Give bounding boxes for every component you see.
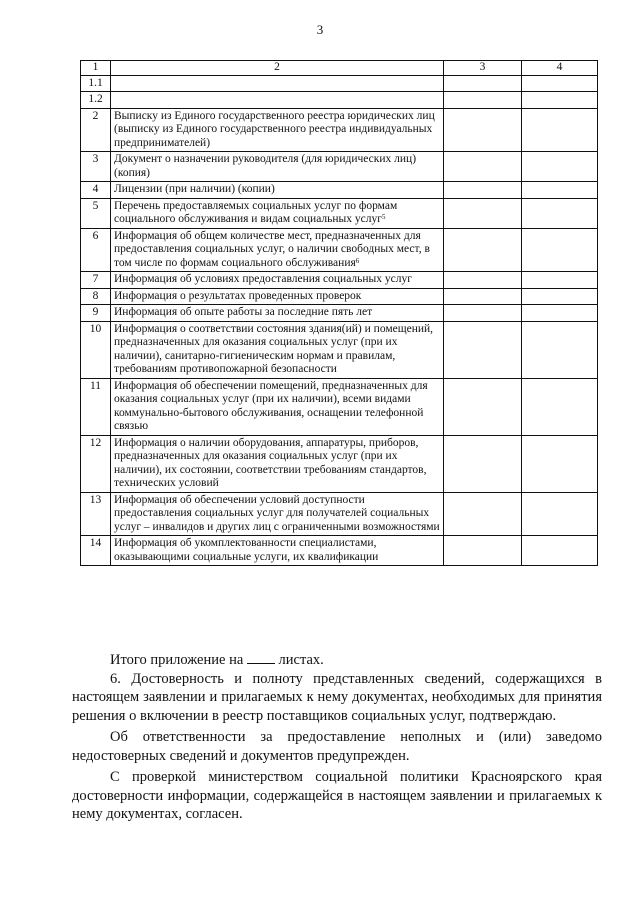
total-suffix: листах. bbox=[278, 652, 324, 668]
row-number: 7 bbox=[81, 272, 111, 289]
row-description bbox=[111, 305, 444, 322]
row-text: Лицензии (при наличии) (копии) bbox=[114, 183, 275, 195]
column-3-cell[interactable] bbox=[444, 305, 522, 322]
column-4-cell[interactable] bbox=[522, 288, 598, 305]
row-description bbox=[111, 288, 444, 305]
row-number: 14 bbox=[81, 536, 111, 566]
row-description bbox=[111, 228, 444, 272]
row-text: Информация об общем количестве мест, предназначенных для предоставления социальных услуг, о наличии свободных мест, в том числе по формам социального обслуживания bbox=[114, 229, 430, 269]
table-row bbox=[81, 198, 598, 228]
column-3-cell[interactable] bbox=[444, 198, 522, 228]
row-text: Информация об опыте работы за последние пять лет bbox=[114, 306, 373, 318]
column-4-cell[interactable] bbox=[522, 228, 598, 272]
row-description bbox=[111, 378, 444, 435]
row-description bbox=[111, 492, 444, 536]
row-text: Информация об обеспечении помещений, предназначенных для оказания социальных услуг (при их наличии), всеми видами коммунально-бытового обслуживания, оснащении телефонной связью bbox=[114, 379, 428, 432]
table-row bbox=[81, 272, 598, 289]
column-4-cell[interactable] bbox=[522, 305, 598, 322]
row-description bbox=[111, 108, 444, 152]
column-3-cell[interactable] bbox=[444, 435, 522, 492]
table-row bbox=[81, 435, 598, 492]
row-number: 4 bbox=[81, 182, 111, 199]
row-description bbox=[111, 92, 444, 109]
column-3-cell[interactable] bbox=[444, 536, 522, 566]
footnote-marker: 6 bbox=[355, 256, 360, 265]
responsibility-paragraph: Об ответственности за предоставление неполных и (или) заведомо недостоверных сведений и документов предупрежден. bbox=[72, 729, 602, 764]
row-number: 10 bbox=[81, 321, 111, 378]
documents-table-body bbox=[81, 61, 598, 566]
table-row bbox=[81, 182, 598, 199]
column-4-cell[interactable] bbox=[522, 152, 598, 182]
table-row bbox=[81, 75, 598, 92]
header-cell-2: 2 bbox=[111, 61, 444, 76]
row-description bbox=[111, 272, 444, 289]
table-row bbox=[81, 536, 598, 566]
row-number: 3 bbox=[81, 152, 111, 182]
column-3-cell[interactable] bbox=[444, 288, 522, 305]
column-3-cell[interactable] bbox=[444, 182, 522, 199]
column-4-cell[interactable] bbox=[522, 182, 598, 199]
row-text: Информация о результатах проведенных проверок bbox=[114, 289, 362, 302]
column-3-cell[interactable] bbox=[444, 228, 522, 272]
row-description bbox=[111, 536, 444, 566]
row-text: Выписку из Единого государственного реестра юридических лиц (выписку из Единого государственного реестра индивидуальных предпринимателей) bbox=[114, 109, 435, 149]
column-3-cell[interactable] bbox=[444, 492, 522, 536]
column-4-cell[interactable] bbox=[522, 435, 598, 492]
header-cell-4: 4 bbox=[522, 61, 598, 76]
row-number: 11 bbox=[81, 378, 111, 435]
table-row bbox=[81, 492, 598, 536]
row-number: 2 bbox=[81, 108, 111, 152]
row-number: 8 bbox=[81, 288, 111, 305]
column-3-cell[interactable] bbox=[444, 272, 522, 289]
footnote-marker: 5 bbox=[381, 213, 386, 221]
row-number: 1.2 bbox=[81, 92, 111, 109]
table-row bbox=[81, 321, 598, 378]
row-text: Информация об укомплектованности специалистами, оказывающими социальные услуги, их квалификации bbox=[114, 537, 379, 563]
column-3-cell[interactable] bbox=[444, 321, 522, 378]
column-4-cell[interactable] bbox=[522, 198, 598, 228]
row-description bbox=[111, 321, 444, 378]
row-description bbox=[111, 435, 444, 492]
column-4-cell[interactable] bbox=[522, 272, 598, 289]
page-number: 3 bbox=[316, 22, 324, 37]
header-cell-1: 1 bbox=[81, 61, 111, 76]
row-number: 6 bbox=[81, 228, 111, 272]
row-number: 9 bbox=[81, 305, 111, 322]
row-text: Информация об обеспечении условий доступности предоставления социальных услуг для получателей социальных услуг – инвалидов и других лиц с ограниченными возможностями bbox=[114, 493, 440, 533]
pages-count-blank[interactable] bbox=[247, 651, 275, 664]
table-header-row bbox=[81, 61, 598, 76]
column-3-cell[interactable] bbox=[444, 108, 522, 152]
total-pages-line bbox=[72, 651, 602, 670]
table-row bbox=[81, 108, 598, 152]
table-row bbox=[81, 288, 598, 305]
confirmation-paragraph: 6. Достоверность и полноту представленных сведений, содержащихся в настоящем заявлении и прилагаемых к нему документах, необходимых для принятия решения о включении в реестр поставщиков социальных услуг, подтверждаю. bbox=[72, 670, 602, 724]
total-prefix: Итого приложение на bbox=[110, 652, 244, 668]
column-4-cell[interactable] bbox=[522, 75, 598, 92]
row-text: Информация об условиях предоставления социальных услуг bbox=[114, 273, 412, 285]
row-description bbox=[111, 75, 444, 92]
row-text: Информация о соответствии состояния здания(ий) и помещений, предназначенных для оказания социальных услуг (при их наличии), санитарно-гигиеническим нормам и правилам, требованиям противопожарной безопасности bbox=[114, 322, 434, 375]
row-number: 13 bbox=[81, 492, 111, 536]
table-row bbox=[81, 152, 598, 182]
table-row bbox=[81, 228, 598, 272]
closing-section bbox=[72, 651, 602, 824]
column-4-cell[interactable] bbox=[522, 108, 598, 152]
column-4-cell[interactable] bbox=[522, 536, 598, 566]
row-description bbox=[111, 182, 444, 199]
column-4-cell[interactable] bbox=[522, 378, 598, 435]
row-text: Перечень предоставляемых социальных услуг по формам социального обслуживания и видам социальных услуг bbox=[114, 199, 398, 225]
row-number: 12 bbox=[81, 435, 111, 492]
row-description bbox=[111, 152, 444, 182]
row-description bbox=[111, 198, 444, 228]
row-number: 1.1 bbox=[81, 75, 111, 92]
column-3-cell[interactable] bbox=[444, 92, 522, 109]
table-row bbox=[81, 305, 598, 322]
column-4-cell[interactable] bbox=[522, 321, 598, 378]
column-3-cell[interactable] bbox=[444, 378, 522, 435]
row-number: 5 bbox=[81, 198, 111, 228]
column-3-cell[interactable] bbox=[444, 152, 522, 182]
column-3-cell[interactable] bbox=[444, 75, 522, 92]
table-row bbox=[81, 378, 598, 435]
row-text: Информация о наличии оборудования, аппаратуры, приборов, предназначенных для оказания социальных услуг (при их наличии), их состоянии, соответствии требованиям стандартов, технических условий bbox=[114, 436, 427, 489]
consent-paragraph: С проверкой министерством социальной политики Красноярского края достоверности информации, содержащейся в настоящем заявлении и прилагаемых к нему документах, согласен. bbox=[72, 769, 602, 822]
row-text: Документ о назначении руководителя (для юридических лиц) (копия) bbox=[114, 153, 417, 179]
table-row bbox=[81, 92, 598, 109]
column-4-cell[interactable] bbox=[522, 92, 598, 109]
documents-table bbox=[80, 60, 598, 566]
column-4-cell[interactable] bbox=[522, 492, 598, 536]
header-cell-3: 3 bbox=[444, 61, 522, 76]
